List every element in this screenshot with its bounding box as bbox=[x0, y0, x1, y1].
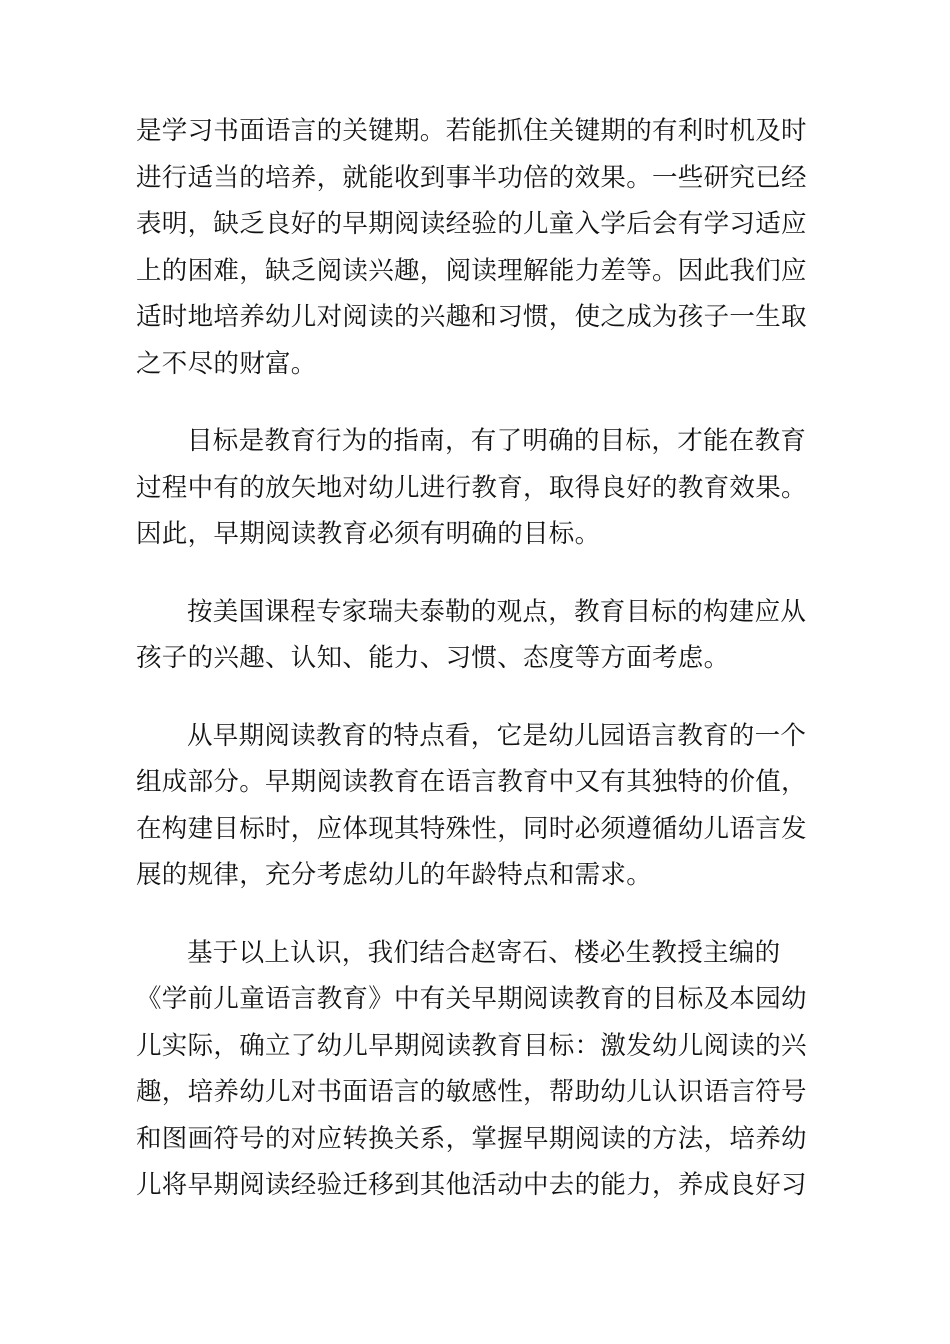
paragraph-line: 上的困难，缺乏阅读兴趣，阅读理解能力差等。因此我们应 bbox=[136, 255, 807, 286]
paragraph-line: 表明，缺乏良好的早期阅读经验的儿童入学后会有学习适应 bbox=[136, 209, 807, 239]
paragraph-line: 儿将早期阅读经验迁移到其他活动中去的能力，养成良好习 bbox=[136, 1170, 807, 1200]
paragraph-line: 展的规律，充分考虑幼儿的年龄特点和需求。 bbox=[136, 860, 653, 890]
paragraph-line: 趣，培养幼儿对书面语言的敏感性，帮助幼儿认识语言符号 bbox=[136, 1077, 807, 1107]
paragraph-line: 进行适当的培养，就能收到事半功倍的效果。一些研究已经 bbox=[136, 162, 807, 193]
paragraph-line: 和图画符号的对应转换关系，掌握早期阅读的方法，培养幼 bbox=[136, 1123, 807, 1154]
paragraph-line: 在构建目标时，应体现其特殊性，同时必须遵循幼儿语言发 bbox=[136, 813, 807, 844]
paragraph-line: 从早期阅读教育的特点看，它是幼儿园语言教育的一个 bbox=[187, 720, 807, 751]
paragraph-line: 目标是教育行为的指南，有了明确的目标，才能在教育 bbox=[187, 426, 807, 456]
paragraph-line: 适时地培养幼儿对阅读的兴趣和习惯，使之成为孩子一生取 bbox=[136, 302, 807, 332]
document-page bbox=[136, 108, 806, 1240]
paragraph-line: 孩子的兴趣、认知、能力、习惯、态度等方面考虑。 bbox=[136, 643, 730, 673]
paragraph-5 bbox=[136, 930, 806, 1209]
paragraph-2 bbox=[136, 418, 806, 558]
paragraph-line: 组成部分。早期阅读教育在语言教育中又有其独特的价值， bbox=[136, 767, 807, 797]
paragraph-line: 之不尽的财富。 bbox=[136, 348, 317, 379]
paragraph-line: 基于以上认识，我们结合赵寄石、楼必生教授主编的 bbox=[187, 937, 781, 968]
paragraph-line: 按美国课程专家瑞夫泰勒的观点，教育目标的构建应从 bbox=[187, 596, 807, 627]
paragraph-line: 过程中有的放矢地对幼儿进行教育，取得良好的教育效果。 bbox=[136, 472, 807, 503]
paragraph-4 bbox=[136, 713, 806, 899]
paragraph-line: 因此，早期阅读教育必须有明确的目标。 bbox=[136, 519, 601, 549]
paragraph-line: 儿实际，确立了幼儿早期阅读教育目标：激发幼儿阅读的兴 bbox=[136, 1030, 807, 1061]
paragraph-line: 是学习书面语言的关键期。若能抓住关键期的有利时机及时 bbox=[136, 116, 807, 146]
paragraph-line: 《学前儿童语言教育》中有关早期阅读教育的目标及本园幼 bbox=[136, 984, 807, 1014]
paragraph-3 bbox=[136, 589, 806, 682]
paragraph-1 bbox=[136, 108, 806, 387]
